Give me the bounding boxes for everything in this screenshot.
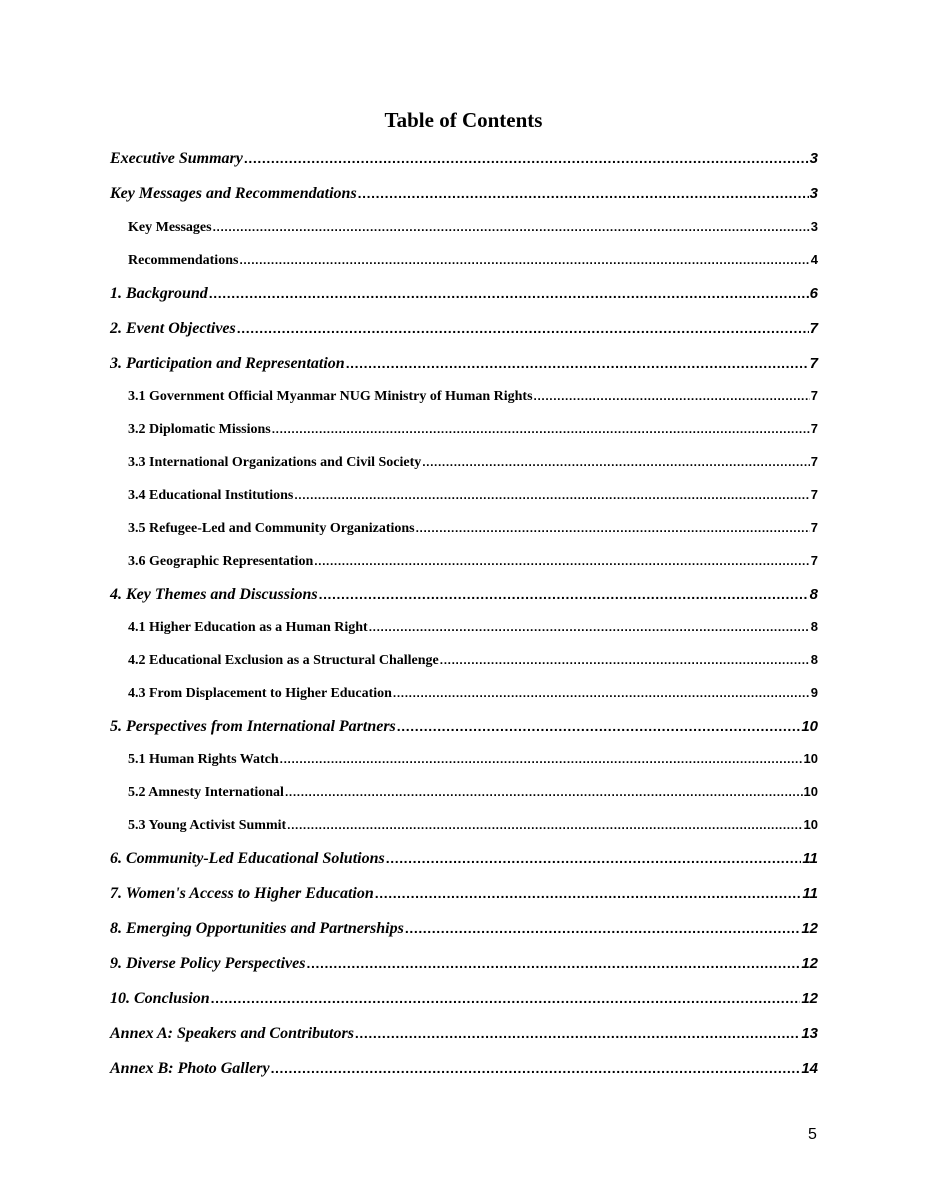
toc-entry-label: Recommendations [128, 253, 239, 268]
toc-entry-page: 11 [802, 850, 818, 867]
toc-entry-page: 13 [801, 1025, 818, 1042]
toc-entry-page: 7 [810, 454, 818, 469]
toc-entry[interactable] [110, 850, 818, 868]
toc-entry-label: 3.3 International Organizations and Civil Society [128, 455, 422, 470]
toc-entry-label: Executive Summary [110, 150, 243, 167]
toc-entry-label: 4.3 From Displacement to Higher Education [128, 686, 392, 701]
toc-entry-page: 12 [801, 955, 818, 972]
toc-entry[interactable] [128, 454, 818, 471]
toc-entry[interactable] [128, 421, 818, 438]
toc-entry-page: 9 [810, 685, 818, 700]
toc-entry-label: 1. Background [110, 285, 208, 302]
toc-entry[interactable] [128, 784, 818, 801]
toc-entry-page: 10 [801, 718, 818, 735]
toc-entry[interactable] [110, 320, 818, 338]
toc-dot-leader [319, 586, 809, 602]
toc-entry-label: 9. Diverse Policy Perspectives [110, 955, 306, 972]
toc-dot-leader [280, 752, 803, 766]
toc-entry[interactable] [128, 817, 818, 834]
toc-entry-label: 6. Community-Led Educational Solutions [110, 850, 385, 867]
toc-entry[interactable] [110, 990, 818, 1008]
toc-entry-page: 11 [802, 885, 818, 902]
toc-entry-page: 7 [809, 355, 818, 372]
toc-entry-label: 4.1 Higher Education as a Human Right [128, 620, 368, 635]
toc-dot-leader [285, 785, 803, 799]
toc-entry-page: 8 [810, 652, 818, 667]
toc-entry-label: 5.2 Amnesty International [128, 785, 284, 800]
toc-dot-leader [405, 920, 800, 936]
toc-dot-leader [534, 389, 810, 403]
toc-entry-label: 4.2 Educational Exclusion as a Structural Challenge [128, 653, 439, 668]
toc-entry-label: 4. Key Themes and Discussions [110, 586, 318, 603]
toc-entry[interactable] [128, 553, 818, 570]
toc-entry[interactable] [110, 1025, 818, 1043]
toc-dot-leader [358, 185, 809, 201]
toc-entry-label: 5. Perspectives from International Partners [110, 718, 396, 735]
toc-dot-leader [314, 554, 810, 568]
toc-entry[interactable] [110, 920, 818, 938]
toc-entry[interactable] [128, 619, 818, 636]
toc-entry[interactable] [128, 751, 818, 768]
toc-entry-label: 3.6 Geographic Representation [128, 554, 314, 569]
toc-entry-page: 7 [810, 520, 818, 535]
toc-entry-label: 5.3 Young Activist Summit [128, 818, 287, 833]
toc-entry-page: 7 [810, 487, 818, 502]
toc-dot-leader [369, 620, 810, 634]
toc-entry[interactable] [128, 685, 818, 702]
toc-dot-leader [244, 150, 809, 166]
toc-entry-page: 12 [801, 920, 818, 937]
toc-entry-page: 3 [810, 219, 818, 234]
toc-entry[interactable] [110, 885, 818, 903]
toc-entry-label: Annex A: Speakers and Contributors [110, 1025, 354, 1042]
toc-entry[interactable] [110, 586, 818, 604]
toc-entry-label: 5.1 Human Rights Watch [128, 752, 279, 767]
toc-entry-page: 8 [810, 619, 818, 634]
toc-entry[interactable] [110, 285, 818, 303]
toc-entry-page: 6 [809, 285, 818, 302]
toc-entry-page: 10 [803, 751, 818, 766]
toc-entry[interactable] [110, 150, 818, 168]
toc-entry-label: 7. Women's Access to Higher Education [110, 885, 374, 902]
toc-entry-page: 7 [810, 388, 818, 403]
toc-entry-label: 10. Conclusion [110, 990, 210, 1007]
toc-entry-page: 7 [809, 320, 818, 337]
toc-entry-label: 3.1 Government Official Myanmar NUG Ministry of Human Rights [128, 389, 533, 404]
toc-dot-leader [440, 653, 810, 667]
toc-entry[interactable] [110, 1060, 818, 1078]
toc-entry[interactable] [128, 219, 818, 236]
toc-entry[interactable] [110, 355, 818, 373]
toc-entry-page: 4 [810, 252, 818, 267]
toc-entry-page: 7 [810, 553, 818, 568]
toc-dot-leader [393, 686, 810, 700]
toc-entry-label: Key Messages and Recommendations [110, 185, 357, 202]
toc-entry-label: 3.2 Diplomatic Missions [128, 422, 271, 437]
toc-entry[interactable] [128, 520, 818, 537]
toc-dot-leader [346, 355, 809, 371]
toc-entry-label: 3.4 Educational Institutions [128, 488, 294, 503]
toc-dot-leader [397, 718, 801, 734]
toc-dot-leader [271, 1060, 801, 1076]
toc-entry-label: 3.5 Refugee-Led and Community Organizations [128, 521, 415, 536]
toc-dot-leader [211, 990, 801, 1006]
toc-entry[interactable] [128, 252, 818, 269]
toc-entry-page: 10 [803, 784, 818, 799]
toc-entry-label: 3. Participation and Representation [110, 355, 345, 372]
toc-entry-label: 8. Emerging Opportunities and Partnerships [110, 920, 404, 937]
toc-dot-leader [386, 850, 802, 866]
toc-entry[interactable] [128, 487, 818, 504]
page-number: 5 [808, 1126, 817, 1143]
toc-entry-page: 3 [809, 150, 818, 167]
toc-entry-label: Annex B: Photo Gallery [110, 1060, 270, 1077]
toc-dot-leader [213, 220, 810, 234]
toc-entry-page: 14 [801, 1060, 818, 1077]
toc-dot-leader [422, 455, 810, 469]
toc-dot-leader [287, 818, 802, 832]
toc-entry[interactable] [110, 718, 818, 736]
toc-dot-leader [375, 885, 802, 901]
toc-entry[interactable] [110, 955, 818, 973]
toc-entry-label: 2. Event Objectives [110, 320, 236, 337]
toc-entry[interactable] [110, 185, 818, 203]
toc-entry-page: 10 [803, 817, 818, 832]
toc-entry[interactable] [128, 388, 818, 405]
toc-entry-label: Key Messages [128, 220, 212, 235]
toc-entry-page: 7 [810, 421, 818, 436]
toc-dot-leader [237, 320, 809, 336]
toc-entry-page: 3 [809, 185, 818, 202]
toc-entry[interactable] [128, 652, 818, 669]
toc-dot-leader [355, 1025, 800, 1041]
toc-dot-leader [239, 253, 809, 267]
toc-dot-leader [306, 955, 800, 971]
toc-entry-page: 12 [801, 990, 818, 1007]
toc-dot-leader [294, 488, 809, 502]
toc-entry-page: 8 [809, 586, 818, 603]
toc-dot-leader [416, 521, 810, 535]
toc-dot-leader [272, 422, 810, 436]
toc-dot-leader [209, 285, 809, 301]
page-title: Table of Contents [384, 108, 543, 132]
